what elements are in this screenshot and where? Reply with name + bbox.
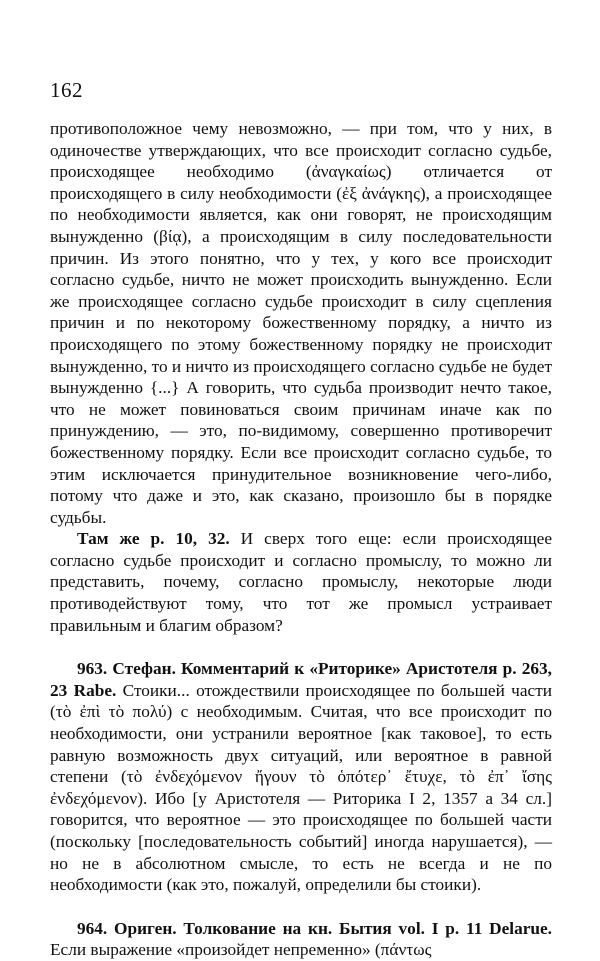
entry-text: Стоики... отождествили происходящее по большей части (τὸ ἐπὶ τὸ πολύ) с необходимым. Считая, что все происходит по необходимости, они устранили вероятное [как таковое], то есть равную возможность двух ситуаций, или вероятное в равной степени (τὸ ἐνδεχόμενον ἤγουν τὸ ὁπότερ᾽ ἔτυχε, τὸ ἐπ᾽ ἴσης ἐνδεχόμενον). Ибо [у Аристотеля — Риторика I 2, 1357 а 34 сл.] говорится, что вероятное — это происходящее по большей части (поскольку [последовательность событий] иногда нарушается), — но не в абсолютном смысле, то есть не всегда и не по необходимости (как это, пожалуй, определили бы стоики).	[50, 680, 552, 895]
entry-963	[50, 658, 552, 896]
entry-text: Если выражение «произойдет непременно» (πάντως	[50, 940, 432, 960]
paragraph-text: И сверх того еще: если происходящее согласно судьбе происходит и согласно промыслу, то можно ли представить, почему, согласно промыслу, некоторые люди противодействуют тому, что тот же промысл устраивает правильным и благим образом?	[50, 529, 552, 635]
entry-heading: 963. Стефан. Комментарий к «Риторике» Аристотеля р. 263, 23 Rabe.	[50, 659, 552, 700]
entry-964	[50, 918, 552, 961]
entry-heading: 964. Ориген. Толкование на кн. Бытия vol. I р. 11 Delarue.	[77, 918, 552, 938]
paragraph-continued: противоположное чему невозможно, — при том, что у них, в одиночестве утверждающих, что все происходит согласно судьбе, происходящее необходимо (ἀναγκαίως) отличается от происходящего в силу необходимости (ἐξ ἀνάγκης), а происходящее по необходимости является, как они говорят, не происходящим вынужденно (βίᾳ), а происходящим в силу последовательности причин. Из этого понятно, что у тех, у кого все происходит согласно судьбе, ничто не может происходить вынужденно. Если же происходящее согласно судьбе происходит в силу сцепления причин и по некоторому божественному порядку, а ничто из происходящего по этому божественному порядку не происходит вынужденно, то и ничто из происходящего согласно судьбе не будет вынужденно {...} А говорить, что судьба производит нечто такое, что не может повиноваться своим причинам иначе как по принуждению, — это, по-видимому, совершенно противоречит божественному порядку. Если все происходит согласно судьбе, то этим исключается принудительное возникновение чего-либо, потому что даже и это, как сказано, произошло бы в порядке судьбы.	[50, 119, 552, 527]
page-number: 162	[50, 78, 83, 102]
source-reference: Там же р. 10, 32.	[77, 529, 230, 549]
paragraph-ref-10-32	[50, 528, 552, 636]
page-body	[50, 118, 552, 961]
